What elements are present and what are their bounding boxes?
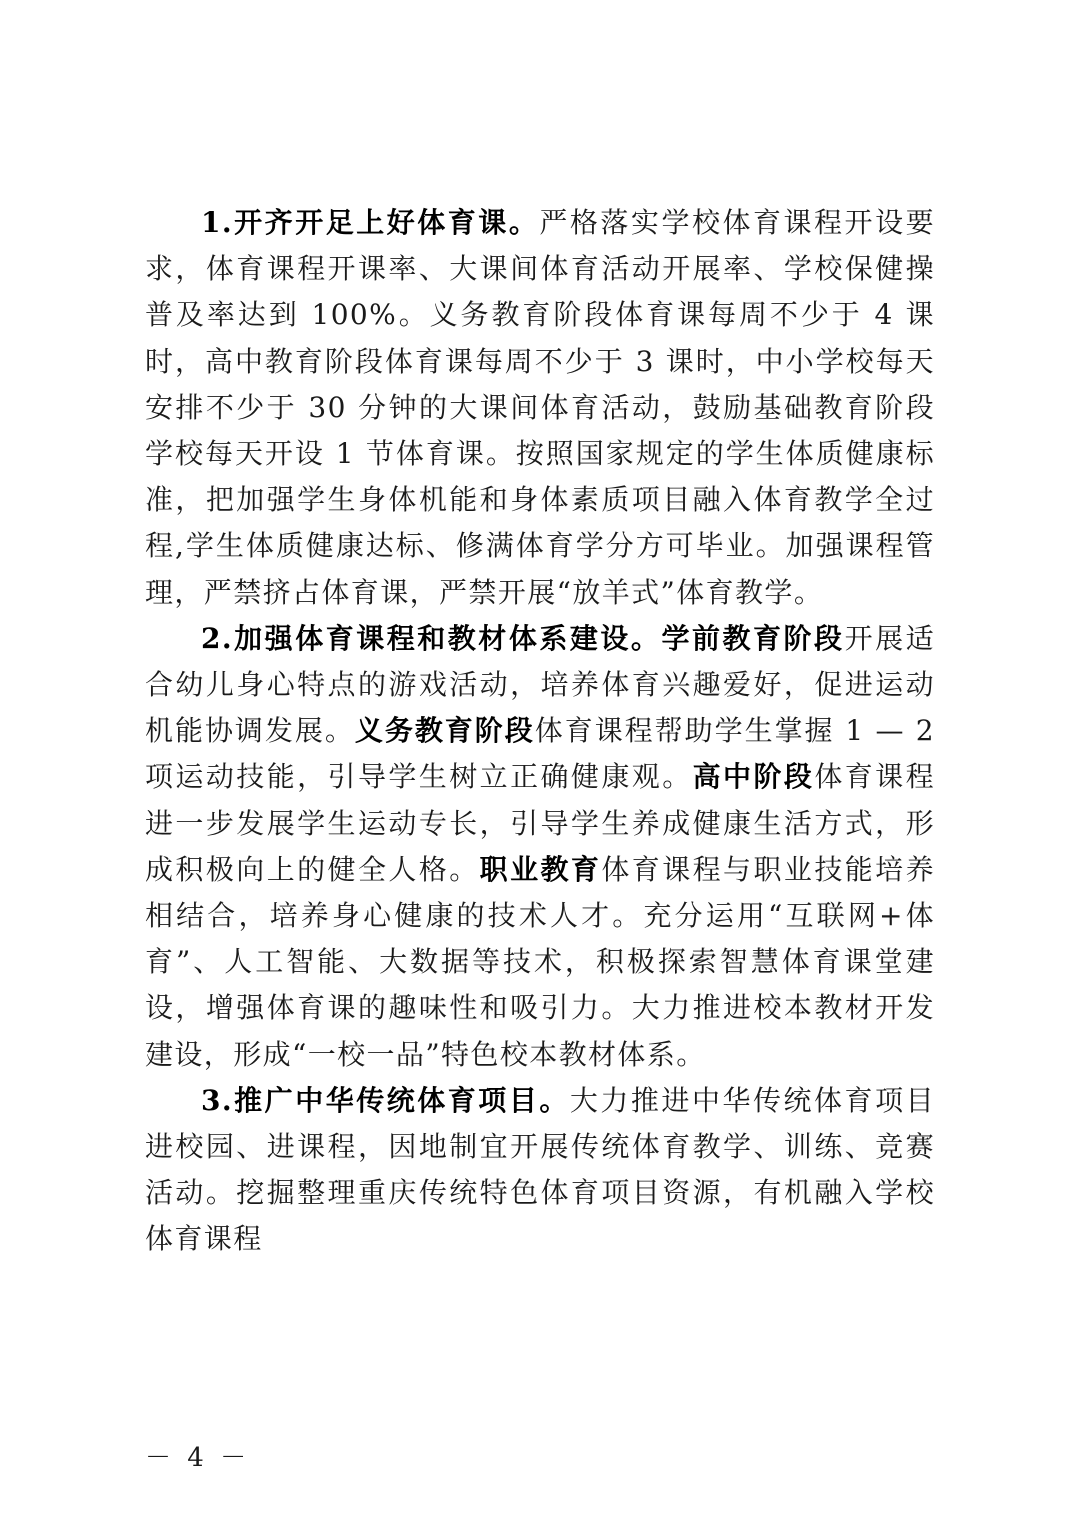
paragraph-3-heading: 3.推广中华传统体育项目。	[201, 1083, 570, 1117]
paragraph-2-term-preschool: 学前教育阶段	[661, 621, 845, 655]
paragraph-2-text-1: 开展适合幼儿身心特点的游戏活动，培养体育兴趣爱好，促进运动机能协调发展。	[145, 621, 936, 748]
paragraph-2	[145, 616, 935, 1078]
paragraph-1-heading: 1.开齐开足上好体育课。	[201, 206, 540, 239]
paragraph-2-text-3: 体育课程进一步发展学生运动专长，引导学生养成健康生活方式，形成积极向上的健全人格。	[145, 760, 935, 886]
document-body	[145, 200, 935, 1263]
paragraph-3-text: 大力推进中华传统体育项目进校园、进课程，因地制宜开展传统体育教学、训练、竞赛活动。挖掘整理重庆传统特色体育项目资源，有机融入学校体育课程	[145, 1083, 935, 1256]
paragraph-2-term-highschool: 高中阶段	[692, 760, 815, 794]
paragraph-2-term-compulsory: 义务教育阶段	[354, 714, 535, 748]
page-number: － 4 －	[145, 1443, 251, 1473]
paragraph-2-text-2: 体育课程帮助学生掌握 1 — 2 项运动技能，引导学生树立正确健康观。	[145, 714, 935, 794]
paragraph-1-text: 严格落实学校体育课程开设要求，体育课程开课率、大课间体育活动开展率、学校保健操普及率达到 100%。义务教育阶段体育课每周不少于 4 课时，高中教育阶段体育课每周不少于 3 课时，中小学校每天安排不少于 30 分钟的大课间体育活动，鼓励基础教育阶段学校每天开设 1 节体育课。按照国家规定的学生体质健康标准，把加强学生身体机能和身体素质项目融入体育教学全过程,学生体质健康达标、修满体育学分方可毕业。加强课程管理，严禁挤占体育课，严禁开展“放羊式”体育教学。	[145, 206, 935, 609]
paragraph-2-term-vocational: 职业教育	[479, 852, 602, 886]
paragraph-2-text-4: 体育课程与职业技能培养相结合，培养身心健康的技术人才。充分运用“互联网+体育”、人工智能、大数据等技术，积极探索智慧体育课堂建设，增强体育课的趣味性和吸引力。大力推进校本教材开发建设，形成“一校一品”特色校本教材体系。	[145, 852, 935, 1071]
paragraph-2-heading: 2.加强体育课程和教材体系建设。	[201, 621, 662, 655]
paragraph-3	[145, 1078, 935, 1263]
paragraph-1	[145, 200, 935, 616]
